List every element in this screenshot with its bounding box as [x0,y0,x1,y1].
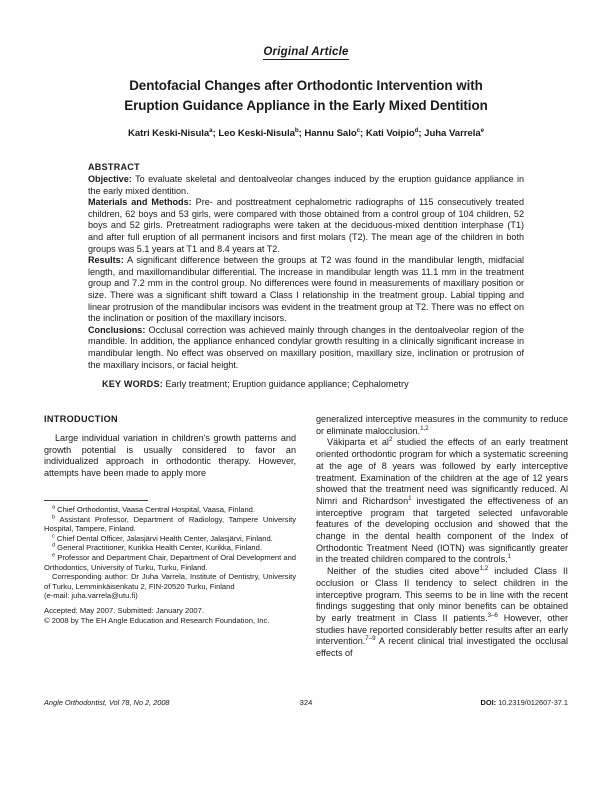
abstract-results [88,255,524,325]
introduction-column-left [44,414,296,480]
abstract-conclusions [88,325,524,371]
intro-r1-text: generalized interceptive measures in the community to reduce or eliminate malocclusion. [316,414,568,436]
author-entry [424,128,484,139]
abstract-methods [88,197,524,255]
abstract-methods-label: Materials and Methods: [88,197,192,208]
author-name: Hannu Salo [304,128,357,139]
abstract-objective-label: Objective: [88,174,132,184]
abstract-conclusions-label: Conclusions: [88,324,146,335]
abstract-objective [88,174,524,197]
title-line-2: Eruption Guidance Appliance in the Early Mixed Dentition [124,98,488,113]
intro-r3-d: A recent clinical trial investigated the occlusal effects of [316,636,568,659]
corresponding-author: Corresponding author: Dr Juha Varrela, Institute of Dentistry, University of Turku, Lemminkäisenkatu 2, FIN-20520 Turku, Finland [44,572,296,591]
corresponding-author-email: (e-mail: juha.varrela@utu.fi) [44,591,138,601]
abstract-conclusions-text: Occlusal correction was achieved mainly through changes in the dentoalveolar region of the mandible. In addition, the appliance enhanced condylar growth resulting in a clinically significant increase in mandibular length. No effect was observed on maxillary position, maxillary size, inclination or protrusion of the maxillary incisors, or facial height. [88,324,524,370]
citation-ref: 1 [507,553,512,561]
footnote-marker-c: c [52,533,55,540]
introduction-column-right [316,414,568,660]
citation-ref: 1 [408,494,412,502]
footnote-b [44,515,296,534]
author-separator: ; [418,128,425,139]
author-name: Juha Varrela [424,128,481,139]
page-number: 324 [299,698,313,707]
author-list [56,128,556,139]
citation-ref: 2 [388,436,393,444]
author-entry [366,128,424,139]
author-separator: ; [298,128,305,139]
author-separator: ; [360,128,366,139]
citation-ref: 1,2 [420,424,429,432]
introduction-paragraph [316,566,568,660]
footnote-marker-d: d [52,542,56,549]
footnote-marker-a: a [52,504,56,511]
abstract-heading: ABSTRACT [88,162,140,172]
footnote-marker-b: b [52,514,56,521]
keywords-label: KEY WORDS: [102,379,163,390]
footnotes-block [44,500,296,625]
intro-r2-b: studied the effects of an early treatment oriented orthodontic program for which a systematic screening at the age of 8 years was followed by early interceptive treatment. Examination of the children at the age of 12 years showed that the treatment need was significantly reduced. Al Nimri and Richardson [316,437,568,506]
page-title [78,76,534,116]
footnote-d-text: General Practitioner, Kurikka Health Center, Kurikka, Finland. [55,543,262,553]
doi [481,698,568,707]
page-footer [44,698,568,710]
citation-ref: 7–9 [365,635,376,643]
footnote-b-text: Assistant Professor, Department of Radiology, Tampere University Hospital, Tampere, Finland. [44,514,296,534]
abstract-results-label: Results: [88,255,124,266]
doi-value: 10.2319/012607-37.1 [496,698,568,707]
footnote-marker-e: e [52,552,56,559]
abstract-methods-text: Pre- and posttreatment cephalometric radiographs of 115 consecutively treated children, 62 boys and 53 girls, were compared with those obtained from a control group of 104 children, 52 boys and 52 girls. Pretreatment radiographs were taken at the deciduous-mixed dentition interphase (T1) and after full eruption of all permanent incisors and first molars (T2). The mean age of the children in both groups was 5.1 years at T1 and 8.4 years at T2. [88,197,524,254]
intro-r3-c: However, other studies have reported considerably better results after an early intervention. [316,612,568,647]
intro-r2-c: investigated the effectiveness of an interceptive program that targeted selected unfavorable features of the developing occlusion and showed that the change in the dental health component of the Index of Orthodontic Treatment Need (IOTN) was significantly greater in the treated children compared to the controls. [316,495,568,565]
author-entry [218,128,304,139]
intro-r3-b: included Class II occlusion or Class II tendency to select children in the interceptive program. This seems to be in line with the recent findings suggesting that only minor benefits can be obtained by early treatment in Class II patients. [316,566,569,623]
keywords-text: Early treatment; Eruption guidance appliance; Cephalometry [162,379,409,390]
author-affiliation-marker: c [356,126,361,134]
citation-ref: 1,2 [479,565,489,573]
introduction-paragraph [316,437,568,566]
author-name: Leo Keski-Nisula [218,128,295,139]
footnote-c [44,534,296,544]
introduction-paragraph-continued [316,414,568,437]
introduction-heading: INTRODUCTION [44,414,118,424]
intro-r2-a: Väkiparta et al [327,437,389,448]
author-entry [304,128,365,139]
author-affiliation-marker: d [414,126,419,134]
abstract-objective-text: To evaluate skeletal and dentoalveolar changes induced by the eruption guidance appliance in the early mixed dentition. [88,174,524,196]
author-separator: ; [212,128,219,139]
footnote-e-text: Professor and Department Chair, Department of Oral Development and Orthodontics, University of Turku, Turku, Finland. [44,552,296,572]
author-affiliation-marker: a [209,126,213,134]
doi-label: DOI: [480,698,497,707]
keywords [88,379,524,391]
article-type-header [0,42,612,60]
abstract-results-text: A significant difference between the groups at T2 was found in the mandibular length, midfacial length, and maxillomandibular differential. The increase in mandibular length was 11.1 mm in the treatment group and 7.2 mm in the control group. No differences were found in measurements of maxillary position or size. There was a significant shift toward a Class I relationship in the treatment group. Labial tipping and linear protrusion of the mandibular incisors was evident in the treatment group at T2. There was no effect on the inclination or position of the maxillary incisors. [88,255,524,324]
footnote-d [44,543,296,553]
author-name: Katri Keski-Nisula [127,128,210,139]
footnote-a [44,505,296,515]
author-entry [128,128,218,139]
footnote-divider [44,500,148,501]
author-affiliation-marker: e [480,126,485,134]
abstract-section [88,162,524,391]
journal-citation: Angle Orthodontist, Vol 78, No 2, 2008 [44,698,170,707]
footnote-a-text: Chief Orthodontist, Vaasa Central Hospital, Vaasa, Finland. [55,505,255,514]
intro-r3-a: Neither of the studies cited above [327,566,480,577]
submission-dates: Accepted: May 2007. Submitted: January 2007. [44,605,204,615]
introduction-paragraph: Large individual variation in children's growth patterns and growth potential is usually considered to favor an individualized approach in orthodontic therapy. However, attempts have been made to apply more [44,433,296,479]
footnote-c-text: Chief Dental Officer, Jalasjärvi Health Center, Jalasjärvi, Finland. [54,533,273,543]
author-affiliation-marker: b [294,126,299,134]
citation-ref: 3–6 [487,611,498,619]
article-type-label: Original Article [263,46,349,58]
copyright-notice: © 2008 by The EH Angle Education and Research Foundation, Inc. [44,615,270,625]
author-name: Kati Voipio [365,128,415,139]
footnote-e [44,553,296,572]
title-line-1: Dentofacial Changes after Orthodontic Intervention with [129,78,483,93]
